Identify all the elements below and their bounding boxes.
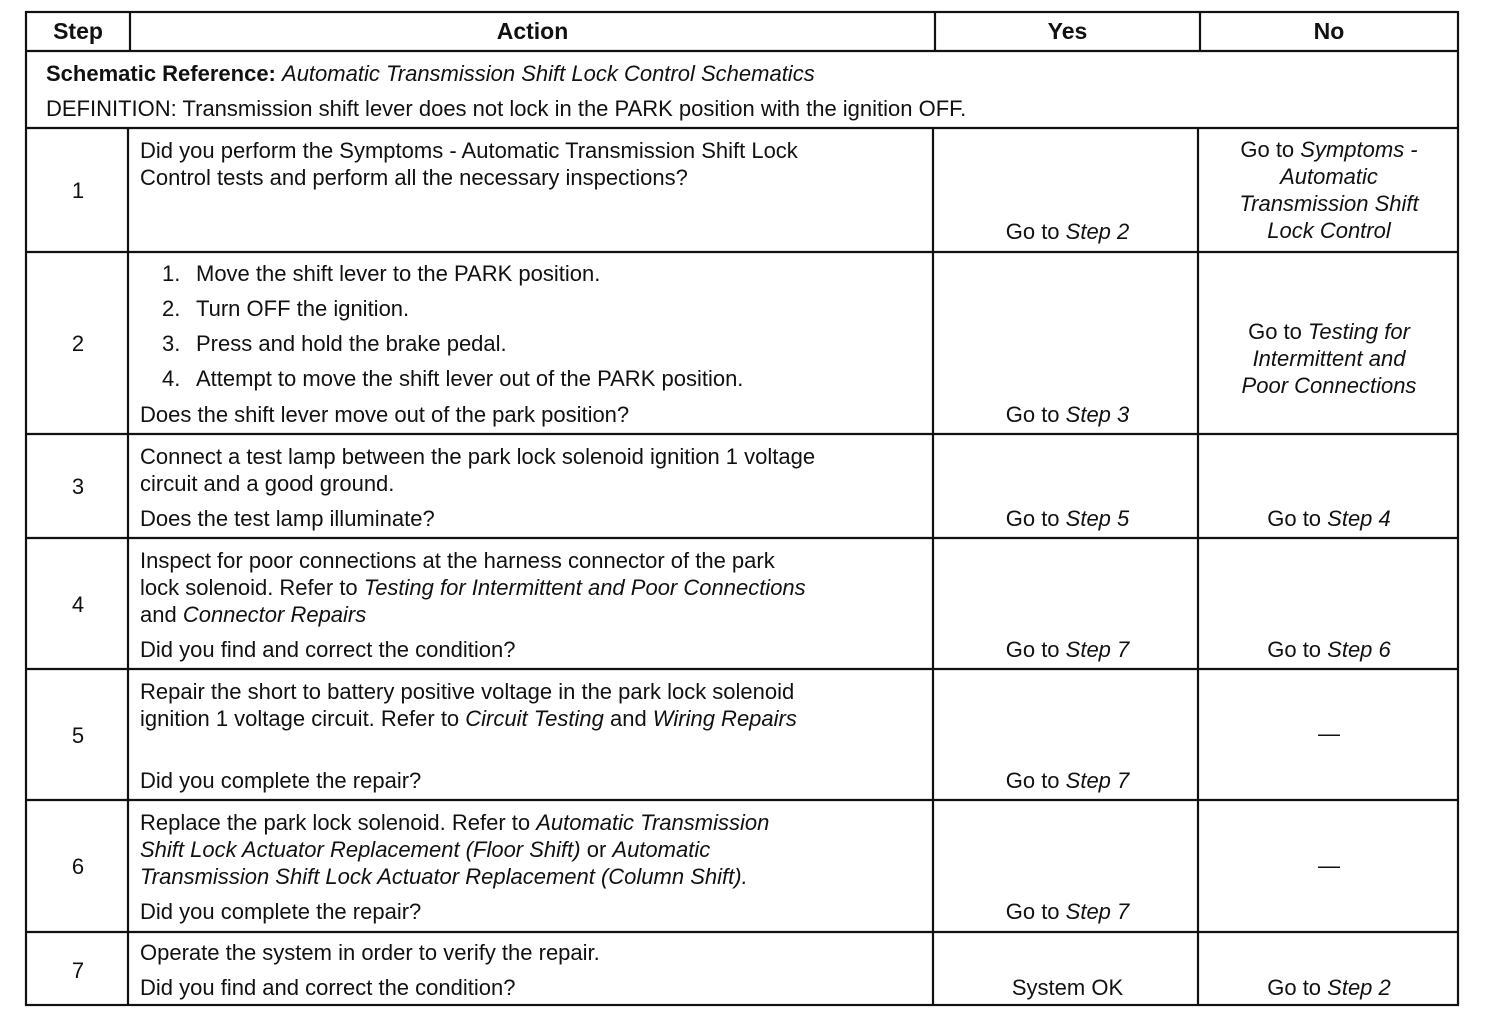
step-number: 5 [71,723,85,748]
no-dash: — [1318,853,1340,878]
no-link[interactable]: Testing for [1308,319,1410,344]
no-cell [1200,974,1458,1001]
no-prefix: Go to [1248,319,1308,344]
yes-link[interactable]: Step 5 [1065,506,1130,531]
action-text: Operate the system in order to verify the repair. [140,940,600,965]
yes-cell [935,505,1200,532]
substep: 2. Turn OFF the ignition. [162,296,410,321]
header-yes: Yes [1047,18,1088,44]
yes-prefix: Go to [1005,506,1066,531]
action-text [140,678,930,732]
substep: 3. Press and hold the brake pedal. [162,331,507,356]
substep-list [140,256,930,396]
yes-prefix: Go to [1005,637,1066,662]
yes-cell [935,218,1200,245]
no-dash: — [1318,721,1340,746]
no-link[interactable]: Step 4 [1327,506,1391,531]
action-question: Did you find and correct the condition? [140,637,516,662]
reference-link[interactable]: Automatic Transmission [536,810,770,835]
yes-prefix: Go to [1005,402,1066,427]
no-link[interactable]: Intermittent and [1252,346,1406,371]
action-text-end: . [741,864,748,889]
action-line: Repair the short to battery positive voltage in the park lock solenoid [140,679,795,704]
reference-link[interactable]: Automatic [612,837,711,862]
no-link[interactable]: Lock Control [1267,218,1391,243]
yes-link[interactable]: Step 7 [1065,768,1130,793]
step-number: 4 [71,592,85,617]
yes-cell [935,767,1200,794]
yes-cell [935,636,1200,663]
reference-link[interactable]: Shift Lock Actuator Replacement (Floor Shift) [140,837,581,862]
action-text-prefix: and [140,602,183,627]
action-text [140,809,930,890]
no-link[interactable]: Automatic [1280,164,1378,189]
action-text [140,137,930,191]
reference-link[interactable]: Circuit Testing [465,706,604,731]
action-question: Does the test lamp illuminate? [140,506,435,531]
action-line: circuit and a good ground. [140,471,395,496]
action-text-prefix: Replace the park lock solenoid. Refer to [140,810,537,835]
action-question: Did you find and correct the condition? [140,975,516,1000]
yes-cell [935,898,1200,925]
substep: 4. Attempt to move the shift lever out of the PARK position. [162,366,744,391]
step-number: 7 [71,958,85,983]
no-link[interactable]: Step 6 [1327,637,1391,662]
action-line: Control tests and perform all the necessary inspections? [140,165,688,190]
action-line: Did you perform the Symptoms - Automatic Transmission Shift Lock [140,138,798,163]
step-number: 2 [71,331,85,356]
schematic-reference-link[interactable]: Automatic Transmission Shift Lock Control Schematics [282,61,815,86]
no-prefix: Go to [1267,975,1328,1000]
action-text-mid: or [580,837,613,862]
action-text-prefix: lock solenoid. Refer to [140,575,364,600]
action-text [140,547,930,628]
no-cell [1200,136,1458,244]
header-no: No [1313,18,1345,44]
yes-cell[interactable]: System OK [1011,975,1124,1000]
reference-link[interactable]: Connector Repairs [182,602,367,627]
yes-cell [935,401,1200,428]
reference-link[interactable]: Testing for Intermittent and Poor Connections [363,575,806,600]
action-text-mid: and [603,706,653,731]
schematic-reference [46,60,815,87]
yes-prefix: Go to [1005,899,1066,924]
substep: 1. Move the shift lever to the PARK position. [162,261,601,286]
action-text [140,443,930,497]
yes-link[interactable]: Step 7 [1065,637,1130,662]
step-number: 6 [71,854,85,879]
header-action: Action [496,18,569,44]
action-question: Does the shift lever move out of the park position? [140,402,630,427]
yes-link[interactable]: Step 2 [1065,219,1130,244]
action-text [140,256,930,396]
reference-link[interactable]: Wiring Repairs [652,706,797,731]
action-line: Connect a test lamp between the park lock solenoid ignition 1 voltage [140,444,816,469]
no-prefix: Go to [1267,637,1328,662]
action-question: Did you complete the repair? [140,899,422,924]
no-cell [1200,505,1458,532]
schematic-reference-label: Schematic Reference: [46,61,276,86]
action-line: Inspect for poor connections at the harness connector of the park [140,548,775,573]
no-prefix: Go to [1267,506,1328,531]
step-number: 1 [71,178,85,203]
no-prefix: Go to [1240,137,1301,162]
definition-text: DEFINITION: Transmission shift lever does not lock in the PARK position with the ignition OFF. [46,96,967,121]
no-cell [1200,636,1458,663]
step-number: 3 [71,474,85,499]
no-link[interactable]: Step 2 [1327,975,1391,1000]
yes-prefix: Go to [1005,768,1066,793]
header-step: Step [53,18,103,44]
yes-link[interactable]: Step 3 [1065,402,1130,427]
reference-link[interactable]: Transmission Shift Lock Actuator Replacement (Column Shift) [140,864,742,889]
no-link[interactable]: Transmission Shift [1239,191,1419,216]
no-link[interactable]: Symptoms - [1300,137,1418,162]
yes-link[interactable]: Step 7 [1065,899,1130,924]
action-text-prefix: ignition 1 voltage circuit. Refer to [140,706,466,731]
no-cell [1200,318,1458,399]
action-question: Did you complete the repair? [140,768,422,793]
no-link[interactable]: Poor Connections [1241,373,1417,398]
yes-prefix: Go to [1005,219,1066,244]
